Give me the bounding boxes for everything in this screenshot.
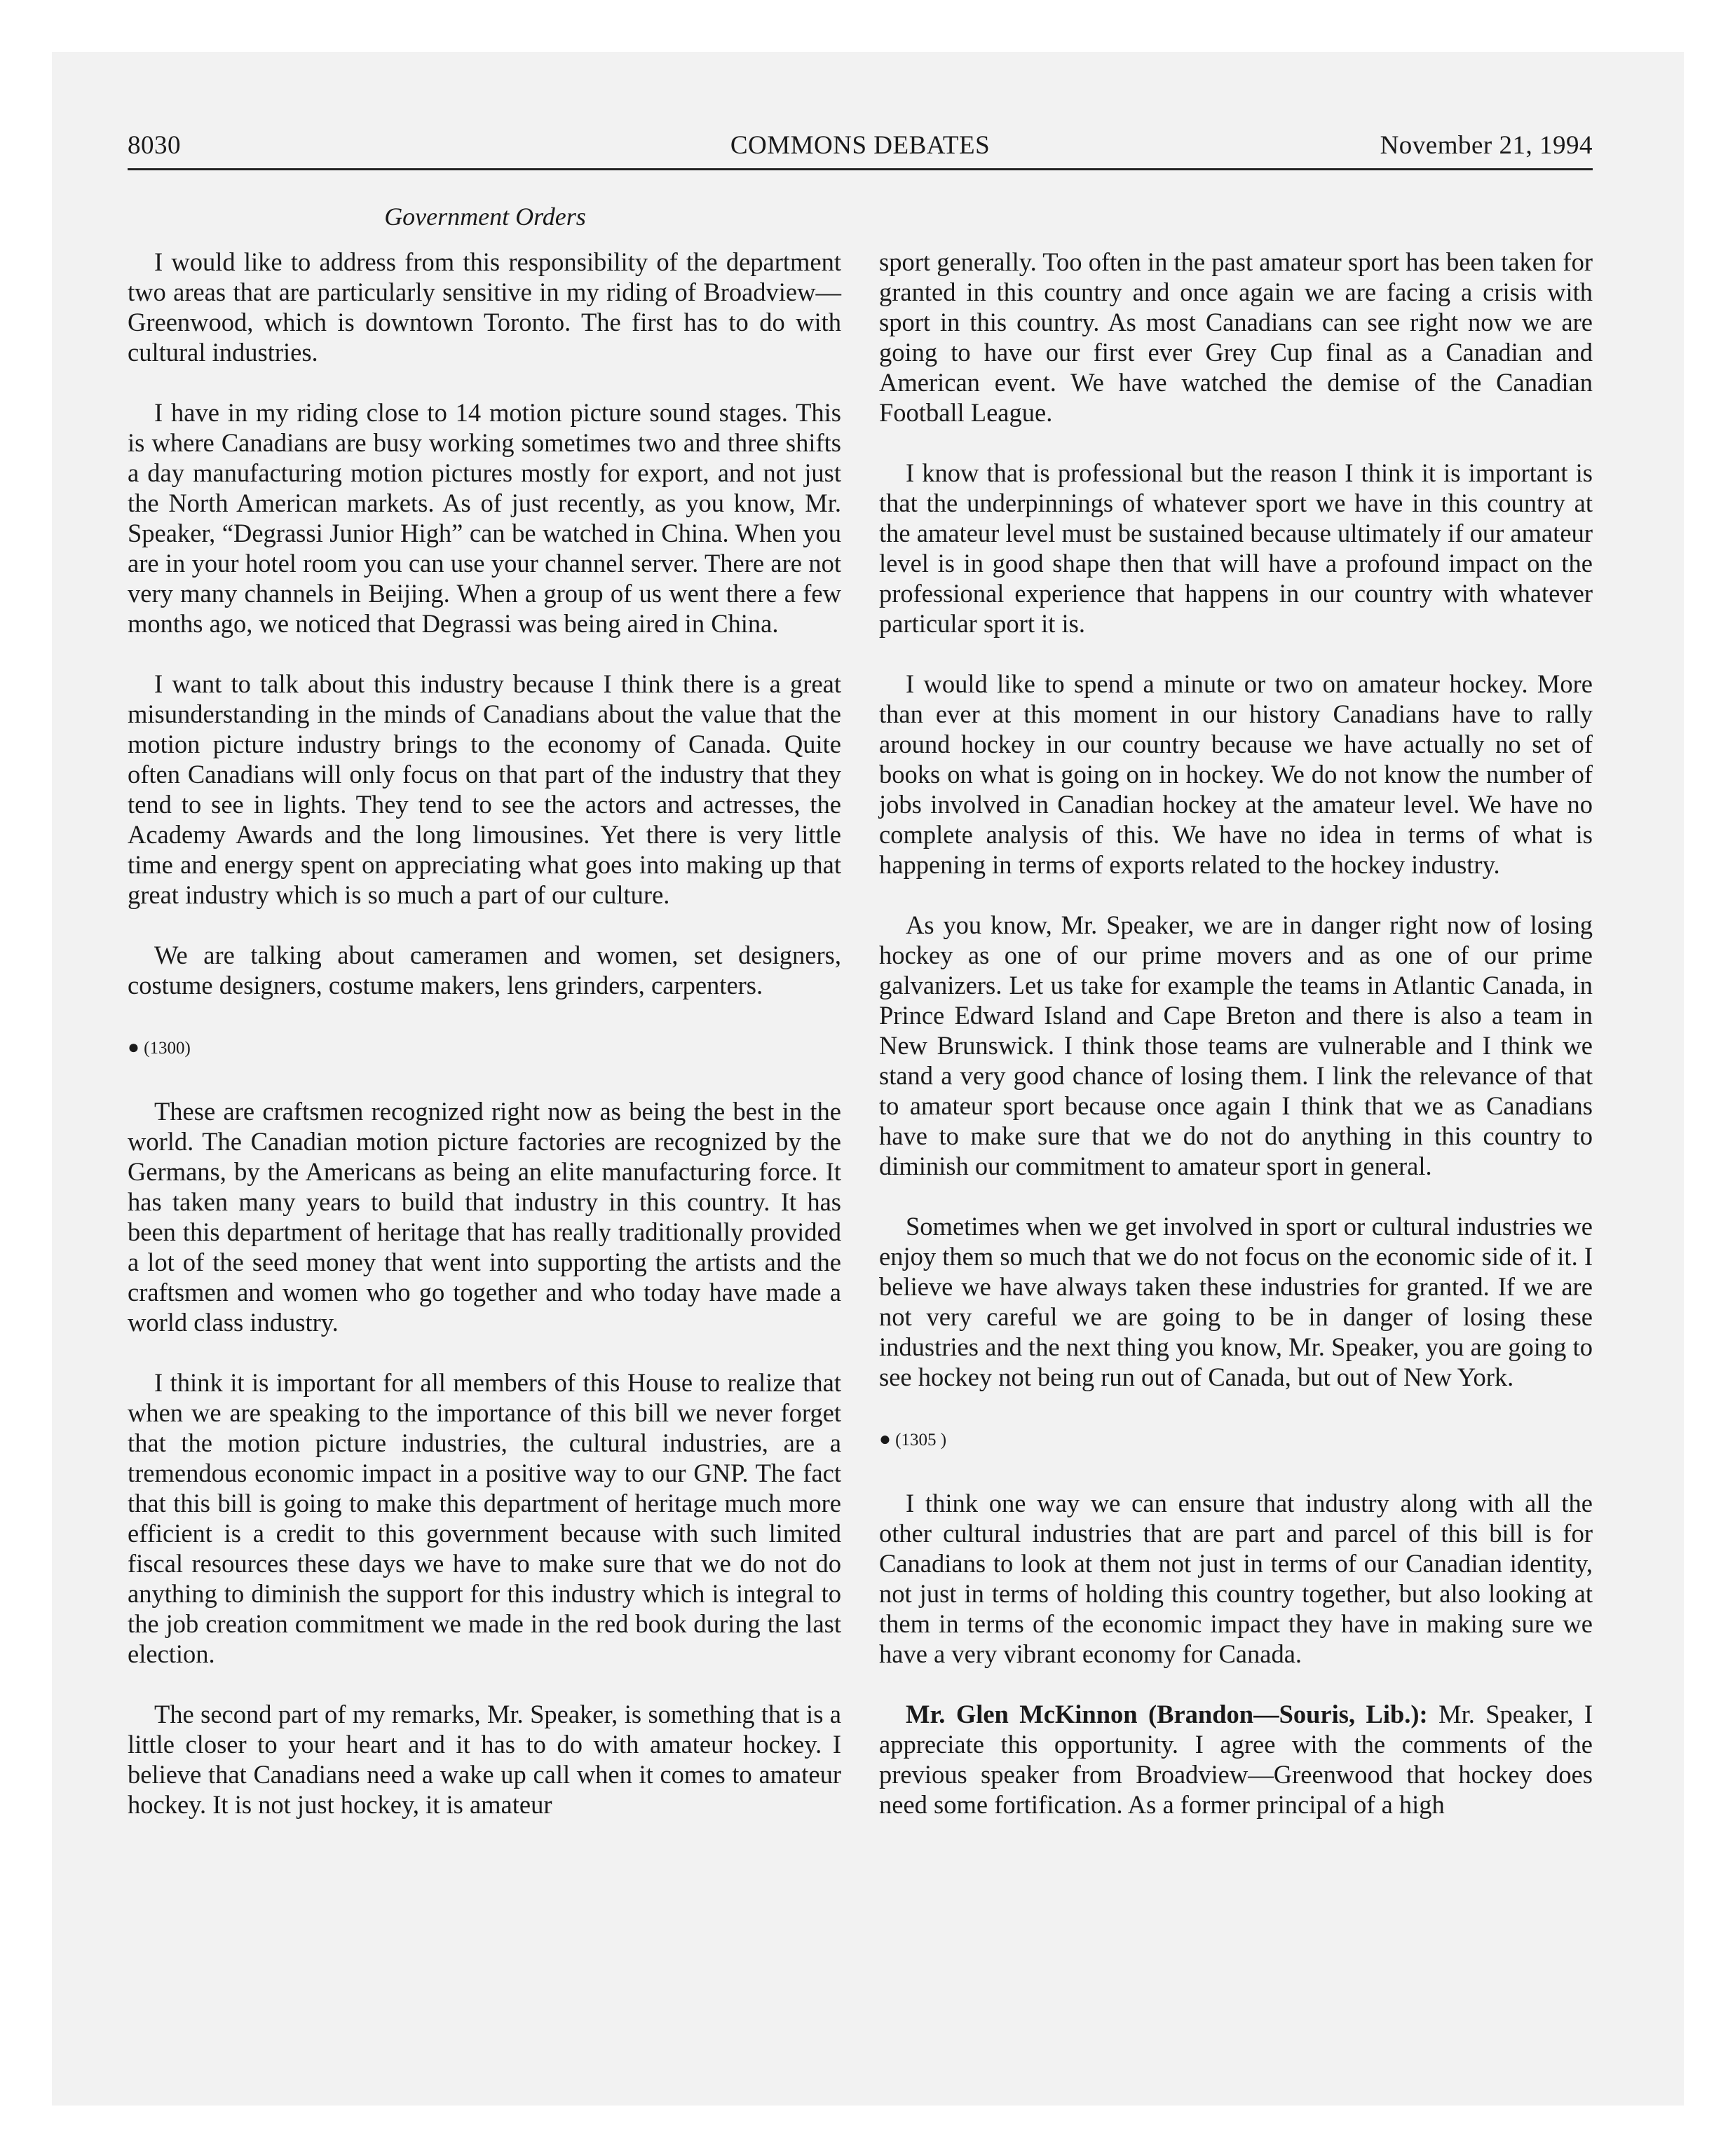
time-marker-label: (1305 ) [895,1431,947,1449]
speaker-name: Mr. Glen McKinnon (Brandon—Souris, Lib.): [906,1700,1428,1728]
page-header [128,130,1593,172]
paragraph: I think one way we can ensure that industry along with all the other cultural industries that are part and parcel of this bill is for Canadians to look at them not just in terms of our Canadian identity, not just in terms of holding this country together, but also looking at them in terms of the economic impact they have in making sure we have a very vibrant economy for Canada. [879,1489,1593,1668]
time-marker-label: (1300) [144,1039,191,1058]
sitting-date: November 21, 1994 [1380,131,1593,160]
header-rule [128,168,1593,170]
paragraph: As you know, Mr. Speaker, we are in danger right now of losing hockey as one of our prime movers and as one of our prime galvanizers. Let us take for example the teams in Atlantic Canada, in Prince Edward Island and Cape Breton and there is also a team in New Brunswick. I think those teams are vulnerable and I think we stand a very good chance of losing them. I link the relevance of that to amateur sport because once again I think that we as Canadians have to make sure that we do not do anything in this country to diminish our commitment to amateur sport in general. [879,910,1593,1180]
paragraph-speaker [879,1699,1593,1820]
paragraph: The second part of my remarks, Mr. Speaker, is something that is a little closer to your heart and it has to do with amateur hockey. I believe that Canadians need a wake up call when it comes to amateur hockey. It is not just hockey, it is amateur [128,1700,841,1819]
paragraph: Sometimes when we get involved in sport or cultural industries we enjoy them so much that we do not focus on the economic side of it. I believe we have always taken these industries for granted. If we are not very careful we are going to be in danger of losing these industries and the next thing you know, Mr. Speaker, you are going to see hockey not being run out of Canada, but out of New York. [879,1212,1593,1391]
paragraph: I have in my riding close to 14 motion picture sound stages. This is where Canadians are busy working sometimes two and three shifts a day manufacturing motion pictures mostly for export, and not just the North American markets. As of just recently, as you know, Mr. Speaker, “Degrassi Junior High” can be watched in China. When you are in your hotel room you can use your channel server. There are not very many channels in Beijing. When a group of us went there a few months ago, we noticed that Degrassi was being aired in China. [128,398,841,638]
paragraph: I would like to address from this responsibility of the department two areas that are particularly sensitive in my riding of Broadview—Greenwood, which is downtown Toronto. The first has to do with cultural industries. [128,247,841,367]
paragraph: I think it is important for all members of this House to realize that when we are speaking to the importance of this bill we never forget that the motion picture industries, the cultural industries, are a tremendous economic impact in a positive way to our GNP. The fact that this bill is going to make this department of heritage much more efficient is a credit to this government because with such limited fiscal resources these days we have to make sure that we do not do anything to diminish the support for this industry which is integral to the job creation commitment we made in the red book during the last election. [128,1368,841,1668]
paragraph: I would like to spend a minute or two on amateur hockey. More than ever at this moment in our history Canadians have to rally around hockey in our country because we have actually no set of books on what is going on in hockey. We do not know the number of jobs involved in Canadian hockey at the amateur level. We have no complete analysis of this. We have no idea in terms of what is happening in terms of exports related to the hockey industry. [879,669,1593,879]
bullet-icon: ● [879,1428,891,1450]
paragraph: I know that is professional but the reason I think it is important is that the underpinnings of whatever sport we have in this country at the amateur level must be sustained because ultimately if our amateur level is in good shape then that will have a profound impact on the professional experience that happens in our country with whatever particular sport it is. [879,458,1593,638]
paragraph: These are craftsmen recognized right now as being the best in the world. The Canadian motion picture factories are recognized by the Germans, by the Americans as being an elite manufacturing force. It has taken many years to build that industry in this country. It has been this department of heritage that has really traditionally provided a lot of the seed money that went into supporting the artists and the craftsmen and women who go together and who today have made a world class industry. [128,1097,841,1337]
left-column [128,247,841,1850]
journal-title: COMMONS DEBATES [730,131,991,160]
paragraph: We are talking about cameramen and women, set designers, costume designers, costume makers, lens grinders, carpenters. [128,941,841,999]
bullet-icon: ● [128,1037,140,1058]
time-marker [128,1030,841,1066]
right-column [879,247,1593,1850]
speech-text: Mr. Speaker, I appreciate this opportunity. I agree with the comments of the previous speaker from Broadview—Greenwood that hockey does need some fortification. As a former principal of a high [879,1700,1593,1819]
paragraph: I want to talk about this industry because I think there is a great misunderstanding in the minds of Canadians about the value that the motion picture industry brings to the economy of Canada. Quite often Canadians will only focus on that part of the industry that they tend to see in lights. They tend to see the actors and actresses, the Academy Awards and the long limousines. Yet there is very little time and energy spent on appreciating what goes into making up that great industry which is so much a part of our culture. [128,669,841,909]
section-title: Government Orders [384,203,586,231]
page-number: 8030 [128,131,181,160]
paragraph: sport generally. Too often in the past amateur sport has been taken for granted in this country and once again we are facing a crisis with sport in this country. As most Canadians can see right now we are going to have our first ever Grey Cup final as a Canadian and American event. We have watched the demise of the Canadian Football League. [879,247,1593,427]
time-marker [879,1422,1593,1458]
